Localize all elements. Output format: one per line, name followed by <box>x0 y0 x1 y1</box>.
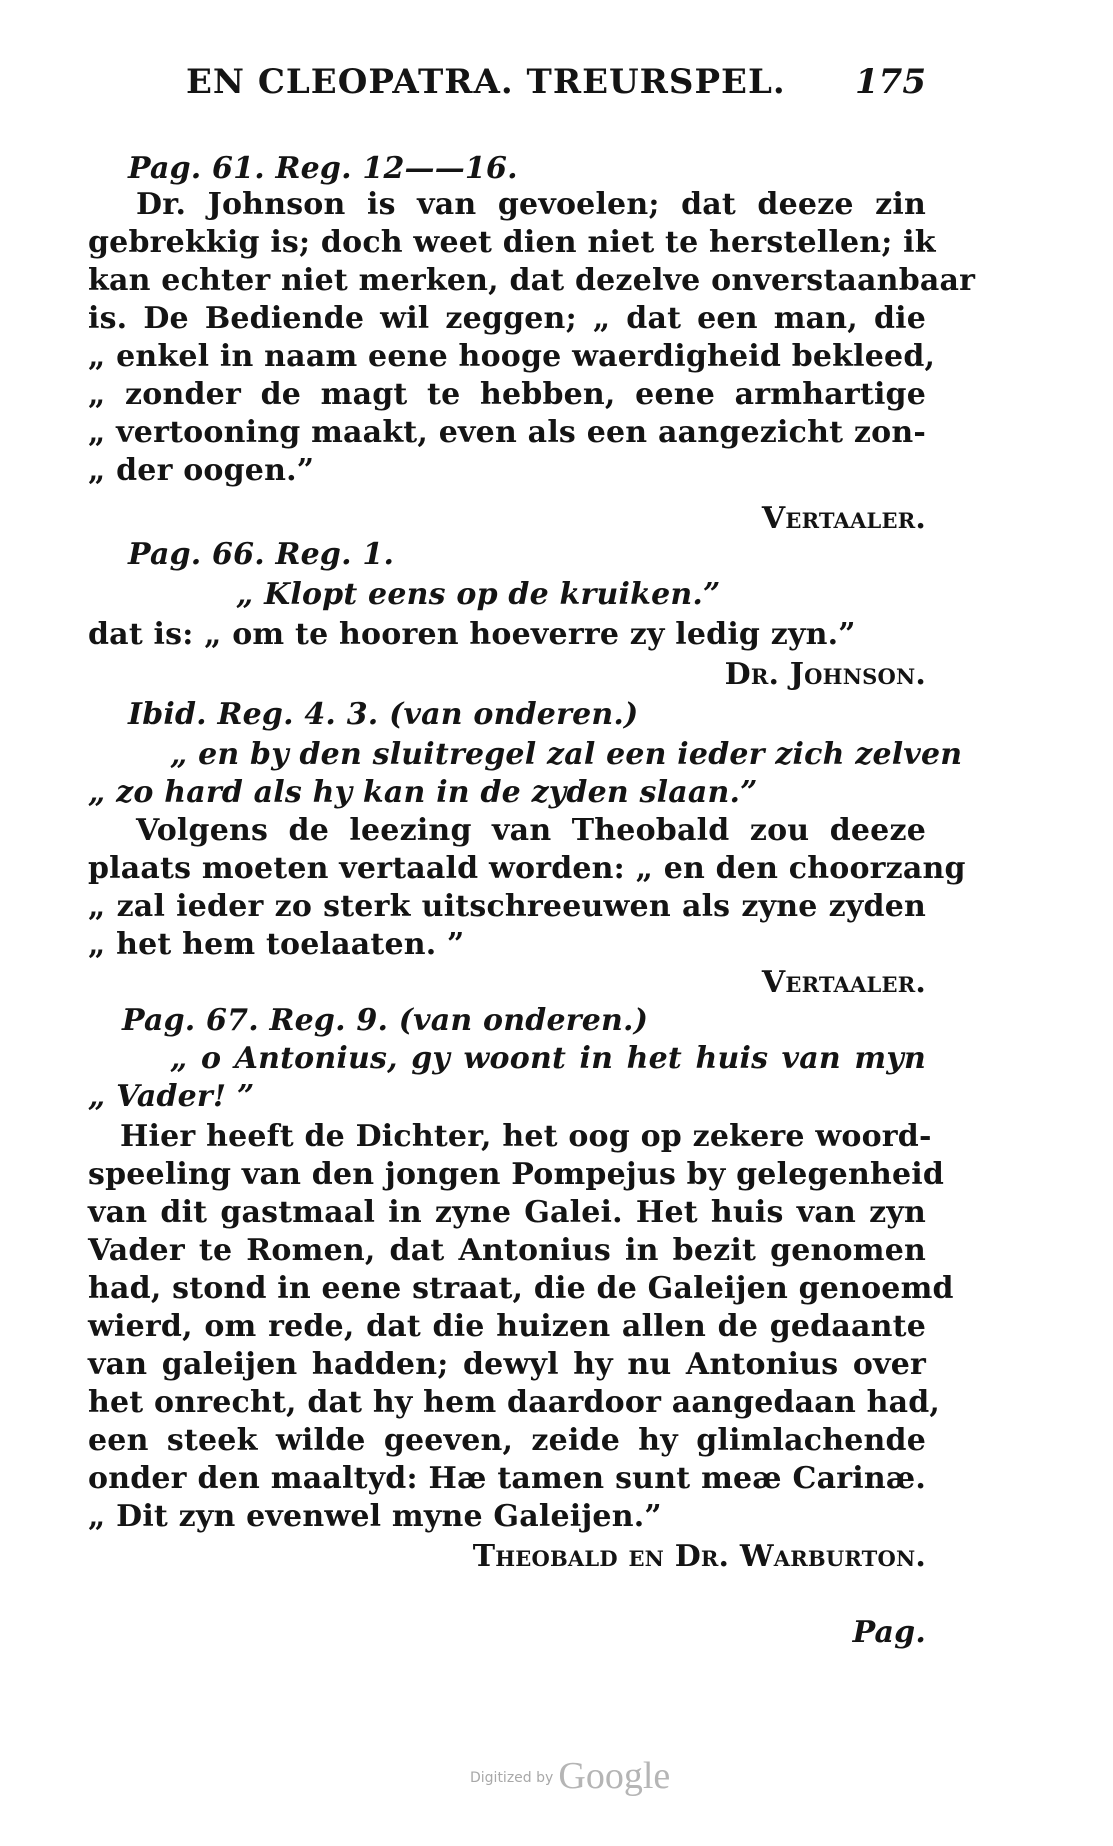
text-line: „ der oogen.” <box>88 453 315 488</box>
attribution: Vertaaler. <box>761 501 926 536</box>
text-line: gebrekkig is; doch weet dien niet te herstellen; ik <box>88 225 936 260</box>
running-header <box>186 62 926 102</box>
text-line: is. De Bediende wil zeggen; „ dat een man, die <box>88 301 926 336</box>
text-line: een steek wilde geeven, zeide hy glimlachende <box>88 1423 926 1458</box>
text-line: Hier heeft de Dichter, het oog op zekere woord- <box>120 1119 932 1154</box>
text-line: plaats moeten vertaald worden: „ en den choorzang <box>88 851 966 886</box>
text-line: „ het hem toelaaten. ” <box>88 927 465 962</box>
text-line: „ zal ieder zo sterk uitschreeuwen als zyne zyden <box>88 889 926 924</box>
quoted-line: „ o Antonius, gy woont in het huis van myn <box>170 1041 926 1076</box>
text-line: „ Dit zyn evenwel myne Galeijen.” <box>88 1499 662 1534</box>
page-number: 175 <box>855 62 926 102</box>
digitized-watermark <box>470 1754 770 1798</box>
attribution: Dr. Johnson. <box>724 657 926 692</box>
text-line: het onrecht, dat hy hem daardoor aangedaan had, <box>88 1385 941 1420</box>
text-line: speeling van den jongen Pompejus by gelegenheid <box>88 1157 945 1192</box>
running-title: EN CLEOPATRA. TREURSPEL. <box>186 62 786 102</box>
watermark-prefix: Digitized by <box>470 1770 554 1786</box>
attribution: Vertaaler. <box>761 965 926 1000</box>
text-line: van galeijen hadden; dewyl hy nu Antonius over <box>88 1347 926 1382</box>
quoted-line: „ zo hard als hy kan in de zyden slaan.” <box>88 775 758 810</box>
text-line: had, stond in eene straat, die de Galeijen genoemd <box>88 1271 954 1306</box>
reference-heading: Ibid. Reg. 4. 3. (van onderen.) <box>128 697 639 732</box>
text-line: wierd, om rede, dat die huizen allen de gedaante <box>88 1309 926 1344</box>
reference-heading: Pag. 61. Reg. 12——16. <box>128 151 518 186</box>
text-line: dat is: „ om te hooren hoeverre zy ledig zyn.” <box>88 617 856 652</box>
quoted-line: „ Vader! ” <box>88 1079 255 1114</box>
text-line: Dr. Johnson is van gevoelen; dat deeze zin <box>136 187 926 222</box>
text-line: „ vertooning maakt, even als een aangezicht zon- <box>88 415 926 450</box>
reference-heading: Pag. 67. Reg. 9. (van onderen.) <box>122 1003 649 1038</box>
quoted-line: „ en by den sluitregel zal een ieder zich zelven <box>170 737 963 772</box>
text-line: kan echter niet merken, dat dezelve onverstaanbaar <box>88 263 976 298</box>
catchword: Pag. <box>852 1615 926 1650</box>
text-line: „ enkel in naam eene hooge waerdigheid bekleed, <box>88 339 936 374</box>
quoted-line: „ Klopt eens op de kruiken.” <box>236 577 721 612</box>
text-line: Volgens de leezing van Theobald zou deeze <box>136 813 926 848</box>
text-line: „ zonder de magt te hebben, eene armhartige <box>88 377 926 412</box>
text-line: onder den maaltyd: Hæ tamen sunt meæ Carinæ. <box>88 1461 926 1496</box>
attribution: Theobald en Dr. Warburton. <box>472 1539 926 1574</box>
text-line: van dit gastmaal in zyne Galei. Het huis van zyn <box>88 1195 926 1230</box>
text-line: Vader te Romen, dat Antonius in bezit genomen <box>88 1233 926 1268</box>
watermark-brand: Google <box>558 1755 671 1797</box>
reference-heading: Pag. 66. Reg. 1. <box>128 537 395 572</box>
